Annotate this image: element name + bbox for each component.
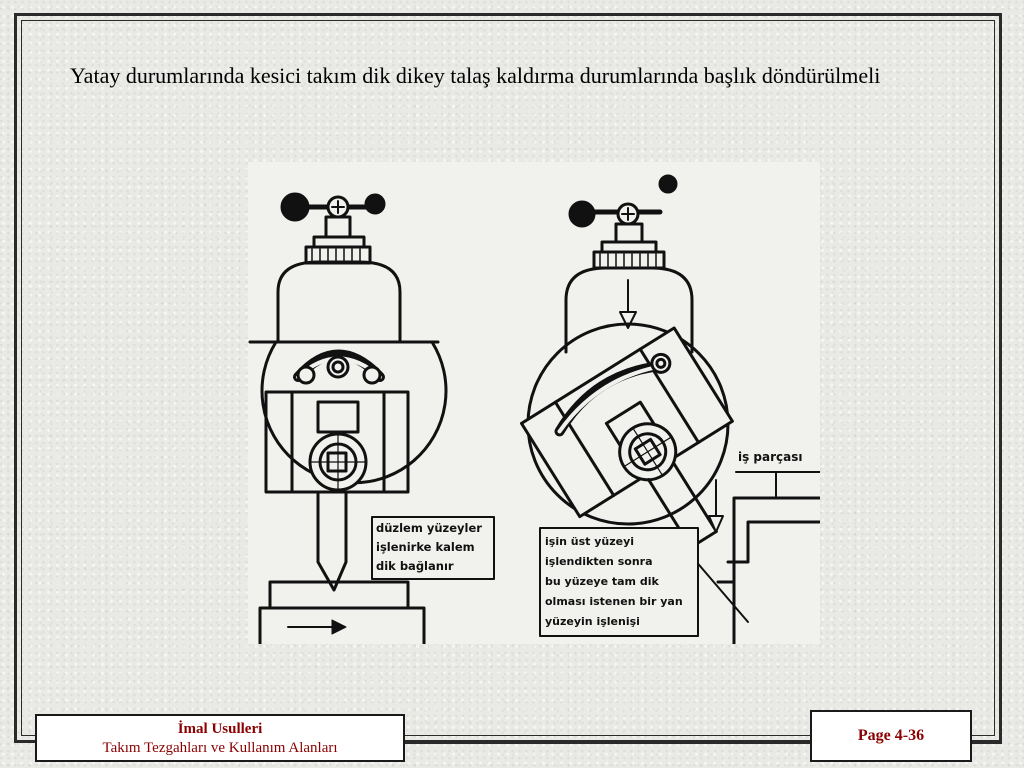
label-right-line-3: bu yüzeye tam dik [545, 575, 659, 588]
label-workpiece: iş parçası [738, 450, 803, 464]
technical-drawing [248, 162, 820, 644]
footer-course-box [35, 714, 405, 762]
label-left-line-1: düzlem yüzeyler [376, 521, 482, 535]
footer-course-subtitle: Takım Tezgahları ve Kullanım Alanları [102, 740, 338, 756]
label-left-line-2: işlenirke kalem [376, 540, 475, 554]
label-right [545, 532, 701, 632]
footer-divider-right [972, 740, 1002, 744]
slide-heading: Yatay durumlarında kesici takım dik dikey talaş kaldırma durumlarında başlık döndürülmeli [70, 63, 881, 88]
footer-divider-left [405, 740, 810, 744]
label-left-line-3: dik bağlanır [376, 559, 454, 573]
label-left [376, 519, 494, 576]
footer-course-title: İmal Usulleri [177, 721, 263, 737]
label-right-line-5: yüzeyin işlenişi [545, 615, 640, 628]
label-right-line-1: işin üst yüzeyi [545, 535, 635, 548]
label-right-line-4: olması istenen bir yan [545, 595, 683, 608]
tool-head-diagram [248, 162, 820, 644]
label-right-line-2: işlendikten sonra [545, 555, 653, 568]
page-number: Page 4-36 [810, 710, 972, 762]
